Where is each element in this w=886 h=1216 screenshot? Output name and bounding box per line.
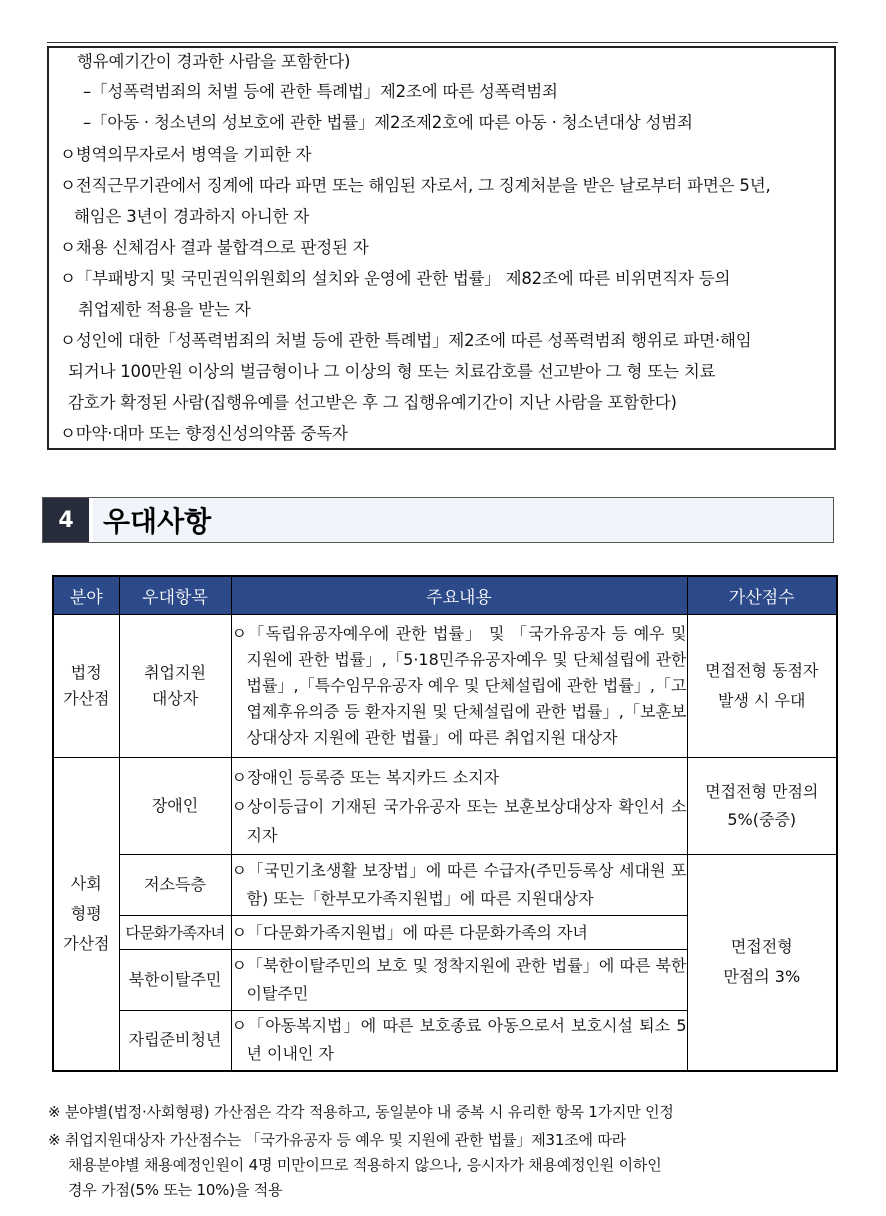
preference-table: [52, 575, 838, 1072]
low-income-content: ㅇ「국민기초생활 보장법」에 따른 수급자(주민등록상 세대원 포함) 또는「한부모가족지원법」에 따른 지원대상자: [231, 861, 687, 908]
section-title: 우대사항: [103, 505, 212, 538]
header-item: 우대항목: [119, 576, 231, 615]
criteria-line: 취업제한 적용을 받는 자: [78, 300, 251, 319]
legal-field-cell: 법정 가산점: [53, 615, 119, 758]
multicultural-item-cell: 다문화가족자녀: [119, 916, 231, 950]
criteria-line: 행유예기간이 경과한 사람을 포함한다): [77, 52, 351, 71]
social-score-cell: 면접전형 만점의 3%: [687, 855, 837, 1071]
disabled-content-2: ㅇ상이등급이 기재된 국가유공자 또는 보훈보상대상자 확인서 소지자: [231, 796, 687, 845]
table-row: [53, 615, 837, 758]
note-2-line-2: 채용분야별 채용예정인원이 4명 미만이므로 적용하지 않으나, 응시자가 채용예정인원 이하인: [68, 1156, 662, 1174]
low-income-item-cell: 저소득층: [119, 855, 231, 916]
low-income-content-cell: [231, 855, 687, 916]
legal-content-cell: [231, 615, 687, 758]
criteria-line: 되거나 100만원 이상의 벌금형이나 그 이상의 형 또는 치료감호를 선고받아 그 형 또는 치료: [68, 362, 716, 381]
criteria-line: –「아동 · 청소년의 성보호에 관한 법률」제2조제2호에 따른 아동 · 청소년대상 성범죄: [83, 113, 693, 132]
criteria-line: ㅇ병역의무자로서 병역을 기피한 자: [60, 145, 312, 164]
header-content: 주요내용: [231, 576, 687, 615]
defector-item-cell: 북한이탈주민: [119, 950, 231, 1011]
note-1: ※ 분야별(법정·사회형평) 가산점은 각각 적용하고, 동일분야 내 중복 시 유리한 항목 1가지만 인정: [48, 1103, 674, 1121]
criteria-line: 감호가 확정된 사람(집행유예를 선고받은 후 그 집행유예기간이 지난 사람을 포함한다): [68, 393, 677, 412]
table-row: [53, 855, 837, 916]
criteria-line: ㅇ전직근무기관에서 징계에 따라 파면 또는 해임된 자로서, 그 징계처분을 받은 날로부터 파면은 5년,: [60, 176, 771, 195]
youth-content-cell: [231, 1011, 687, 1071]
youth-content: ㅇ「아동복지법」에 따른 보호종료 아동으로서 보호시설 퇴소 5년 이내인 자: [231, 1016, 687, 1064]
criteria-line: ㅇ채용 신체검사 결과 불합격으로 판정된 자: [60, 238, 369, 257]
note-2-line-1: ※ 취업지원대상자 가산점수는 「국가유공자 등 예우 및 지원에 관한 법률」제31조에 따라: [48, 1131, 626, 1149]
criteria-line: –「성폭력범죄의 처벌 등에 관한 특례법」제2조에 따른 성폭력범죄: [83, 82, 558, 101]
legal-content-text: ㅇ「독립유공자예우에 관한 법률」 및 「국가유공자 등 예우 및 지원에 관한 법률」,「5·18민주유공자예우 및 단체설립에 관한 법률」,「특수임무유공자 예우 및 단체설립에 관한 법률」,「고엽제후유의증 등 환자지원 및 단체설립에 관한 법률」,「보훈보상대상자 지원에 관한 법률」에 따른 취업지원 대상자: [231, 624, 687, 747]
criteria-line: ㅇ「부패방지 및 국민권익위원회의 설치와 운영에 관한 법률」 제82조에 따른 비위면직자 등의: [60, 269, 731, 288]
header-score: 가산점수: [687, 576, 837, 615]
multicultural-content: ㅇ「다문화가족지원법」에 따른 다문화가족의 자녀: [231, 922, 588, 942]
legal-item-cell: 취업지원 대상자: [119, 615, 231, 758]
criteria-line: ㅇ마약·대마 또는 향정신성의약품 중독자: [60, 424, 348, 443]
table-header-row: [53, 576, 837, 615]
disabled-item-cell: 장애인: [119, 758, 231, 855]
disabled-score-cell: 면접전형 만점의 5%(중증): [687, 758, 837, 855]
disabled-content-1: ㅇ장애인 등록증 또는 복지카드 소지자: [231, 767, 500, 787]
header-field: 분야: [53, 576, 119, 615]
criteria-line: 해임은 3년이 경과하지 아니한 자: [74, 207, 310, 226]
table-row: [53, 758, 837, 855]
disqualification-criteria-box: [47, 46, 836, 450]
social-field-cell: 사회 형평 가산점: [53, 758, 119, 1071]
multicultural-content-cell: [231, 916, 687, 950]
note-2-line-3: 경우 가점(5% 또는 10%)을 적용: [68, 1181, 283, 1199]
top-rule: [47, 42, 838, 43]
youth-item-cell: 자립준비청년: [119, 1011, 231, 1071]
criteria-line: ㅇ성인에 대한「성폭력범죄의 처벌 등에 관한 특례법」제2조에 따른 성폭력범죄 행위로 파면·해임: [60, 331, 752, 350]
section-number: 4: [43, 498, 89, 542]
defector-content-cell: [231, 950, 687, 1011]
legal-score-cell: 면접전형 동점자 발생 시 우대: [687, 615, 837, 758]
section-header: [42, 497, 834, 543]
disabled-content-cell: [231, 758, 687, 855]
defector-content: ㅇ「북한이탈주민의 보호 및 정착지원에 관한 법률」에 따른 북한이탈주민: [231, 956, 687, 1003]
